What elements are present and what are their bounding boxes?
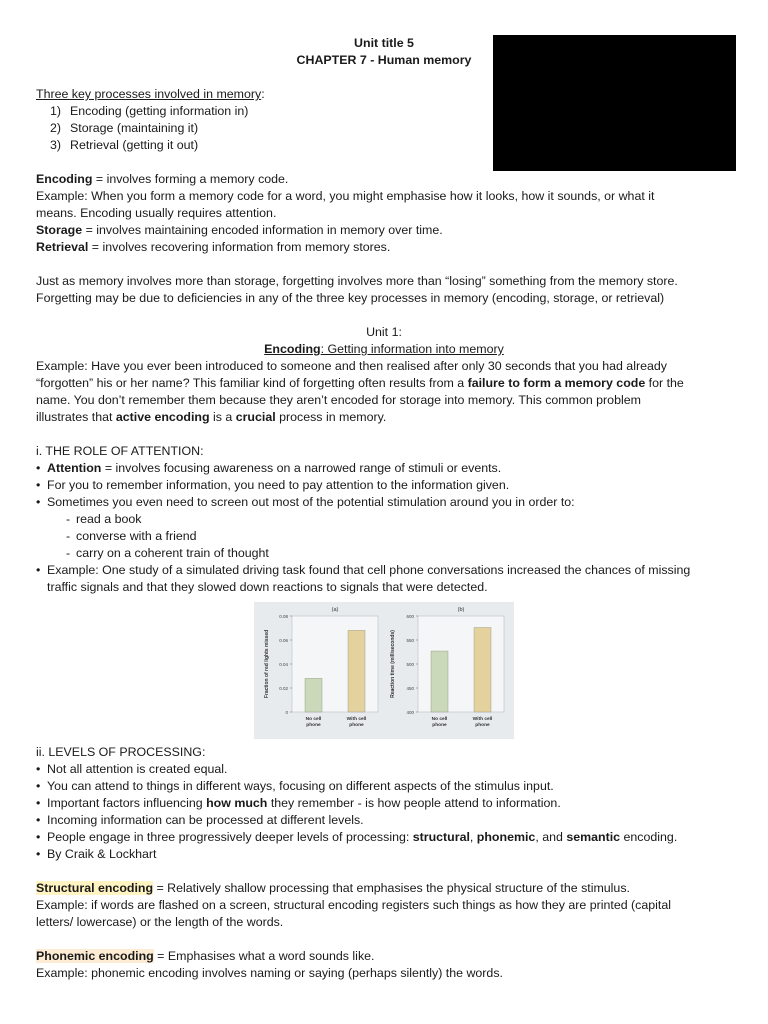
bar	[348, 630, 365, 712]
structural-example: Example: if words are flashed on a screen, structural encoding registers such things as how they are printed (capital	[36, 898, 672, 912]
bar	[431, 651, 448, 712]
chart-title: (a)	[331, 607, 339, 613]
y-axis-label: Reaction time (milliseconds)	[390, 630, 396, 698]
structural-definition: Structural encoding = Relatively shallow processing that emphasises the physical structure of the stimulus.	[36, 881, 630, 895]
forgetting-paragraph-cont: Forgetting may be due to deficiencies in any of the three key processes in memory (encoding, storage, or retrieval)	[36, 291, 665, 305]
list-item: 1) Encoding (getting information in)	[49, 104, 249, 118]
y-tick-label: 500	[406, 662, 414, 667]
x-tick-label: No cell	[431, 717, 448, 722]
cell-phone-study-figure	[254, 602, 514, 739]
encoding-example-cont: means. Encoding usually requires attention.	[36, 206, 277, 220]
y-axis-label: Fraction of red lights missed	[264, 629, 270, 699]
unit1-label: Unit 1:	[366, 325, 402, 339]
list-item: • By Craik & Lockhart	[36, 847, 157, 861]
y-tick-label: 0.06	[279, 638, 288, 643]
sub-list-item: - converse with a friend	[66, 529, 197, 543]
forgetting-paragraph: Just as memory involves more than storage, forgetting involves more than “losing” something from the memory store.	[36, 274, 678, 288]
unit1-paragraph: name. You don’t remember them because they aren’t encoded for storage into memory. This common problem	[36, 393, 641, 407]
list-item: • Attention = involves focusing awareness on a narrowed range of stimuli or events.	[36, 461, 502, 475]
encoding-example: Example: When you form a memory code for a word, you might emphasise how it looks, how it sounds, or what it	[36, 189, 655, 203]
x-tick-label: With cell	[472, 717, 493, 722]
x-tick-label: No cell	[305, 717, 322, 722]
list-item: • Sometimes you even need to screen out most of the potential stimulation around you in order to:	[36, 495, 575, 509]
list-item: 2) Storage (maintaining it)	[49, 121, 199, 135]
list-item: • Incoming information can be processed at different levels.	[36, 813, 364, 827]
y-tick-label: 0.08	[279, 614, 288, 619]
phonemic-definition: Phonemic encoding = Emphasises what a word sounds like.	[36, 949, 375, 963]
unit1-heading: Encoding: Getting information into memory	[264, 342, 504, 356]
encoding-definition: Encoding = involves forming a memory code.	[36, 172, 289, 186]
list-item: • You can attend to things in different ways, focusing on different aspects of the stimulus input.	[36, 779, 554, 793]
x-tick-label: phone	[475, 723, 490, 728]
list-item: • For you to remember information, you need to pay attention to the information given.	[36, 478, 510, 492]
phonemic-example: Example: phonemic encoding involves naming or saying (perhaps silently) the words.	[36, 966, 503, 980]
attention-heading: i. THE ROLE OF ATTENTION:	[36, 444, 204, 458]
unit-title: Unit title 5	[354, 36, 414, 50]
list-item: 3) Retrieval (getting it out)	[49, 138, 199, 152]
bar-charts	[254, 602, 514, 739]
list-item-cont: traffic signals and that they slowed down reactions to signals that were detected.	[47, 580, 488, 594]
x-tick-label: With cell	[346, 717, 367, 722]
retrieval-definition: Retrieval = involves recovering information from memory stores.	[36, 240, 391, 254]
storage-definition: Storage = involves maintaining encoded information in memory over time.	[36, 223, 443, 237]
list-item: • Not all attention is created equal.	[36, 762, 228, 776]
unit1-paragraph: “forgotten” his or her name? This familiar kind of forgetting often results from a failure to form a memory code for the	[36, 376, 684, 390]
sub-list-item: - read a book	[66, 512, 142, 526]
list-item: • People engage in three progressively deeper levels of processing: structural, phonemic, and semantic encoding.	[36, 830, 678, 844]
y-tick-label: 0.04	[279, 662, 288, 667]
levels-heading: ii. LEVELS OF PROCESSING:	[36, 745, 206, 759]
chapter-title: CHAPTER 7 - Human memory	[296, 53, 472, 67]
y-tick-label: 0	[285, 710, 288, 715]
x-tick-label: phone	[432, 723, 447, 728]
x-tick-label: phone	[349, 723, 364, 728]
sub-list-item: - carry on a coherent train of thought	[66, 546, 269, 560]
chart-title: (b)	[457, 607, 465, 613]
list-item: • Important factors influencing how much they remember - is how people attend to information.	[36, 796, 561, 810]
y-tick-label: 400	[406, 710, 414, 715]
y-tick-label: 600	[406, 614, 414, 619]
y-tick-label: 450	[406, 686, 414, 691]
list-item: • Example: One study of a simulated driving task found that cell phone conversations increased the chances of missing	[36, 563, 691, 577]
bar	[305, 678, 322, 712]
structural-example-cont: letters/ lowercase) or the length of the words.	[36, 915, 284, 929]
unit1-paragraph: Example: Have you ever been introduced to someone and then realised after only 30 seconds that you had already	[36, 359, 667, 373]
unit1-paragraph: illustrates that active encoding is a crucial process in memory.	[36, 410, 387, 424]
intro-heading: Three key processes involved in memory:	[36, 87, 265, 101]
x-tick-label: phone	[306, 723, 321, 728]
y-tick-label: 0.02	[279, 686, 288, 691]
bar	[474, 628, 491, 712]
y-tick-label: 550	[406, 638, 414, 643]
